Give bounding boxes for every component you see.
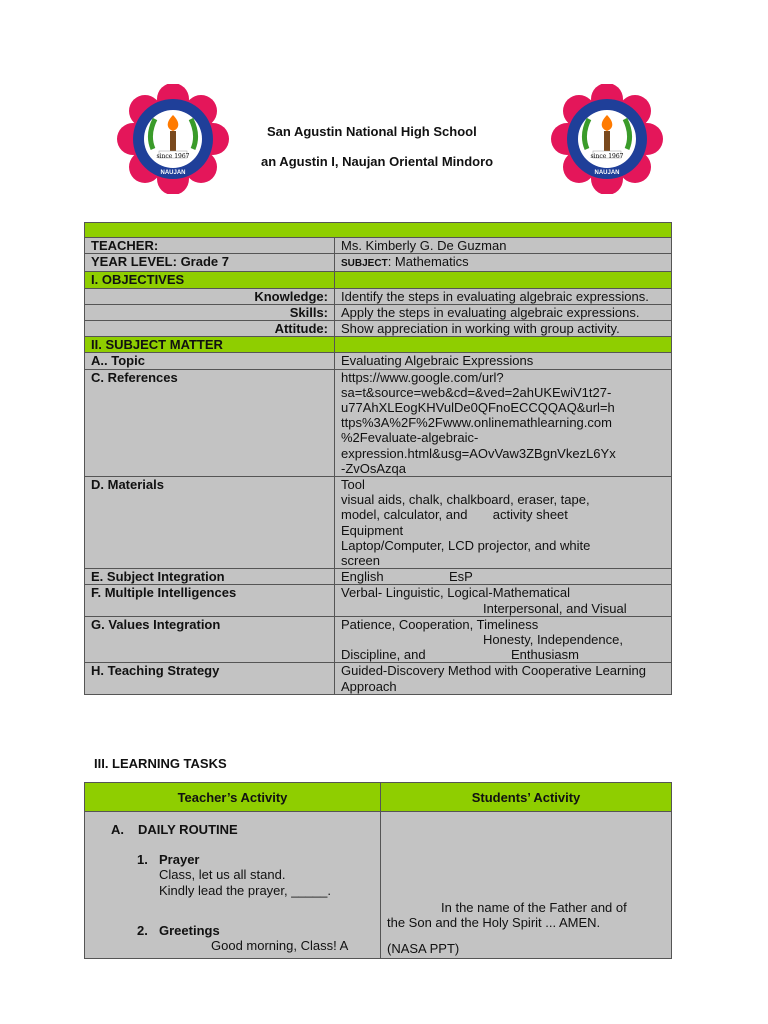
- values-value: [335, 616, 672, 663]
- prayer-number: 1.: [137, 852, 148, 867]
- topic-label: A.. Topic: [85, 353, 335, 369]
- prayer-line: Kindly lead the prayer, _____.: [159, 883, 332, 898]
- teacher-activity-header: Teacher’s Activity: [85, 783, 381, 812]
- greetings-title: Greetings: [159, 923, 220, 938]
- table-row: [85, 288, 672, 304]
- materials-label: D. Materials: [85, 477, 335, 569]
- reference-line: sa=t&source=web&cd=&ved=2ahUKEwiV1t27-: [341, 384, 612, 400]
- student-prayer-line: In the name of the Father and of: [441, 900, 627, 915]
- table-row: [85, 369, 672, 476]
- table-row: [85, 616, 672, 663]
- school-name: San Agustin National High School: [267, 124, 477, 139]
- reference-line: ttps%3A%2F%2Fwww.onlinemathlearning.com: [341, 415, 612, 431]
- logo-bottom-text: NAUJAN: [160, 170, 186, 176]
- integration-label: E. Subject Integration: [85, 569, 335, 585]
- mi-line: Verbal- Linguistic, Logical-Mathematical: [341, 585, 571, 601]
- logo-since-text: since 1967: [590, 153, 624, 160]
- values-line: Discipline, and Enthusiasm: [341, 647, 579, 663]
- table-row: [85, 321, 672, 337]
- integration-english: English: [341, 569, 384, 585]
- subject-label: SUBJECT: [341, 258, 388, 270]
- routine-letter: A.: [111, 822, 124, 837]
- section-row: [85, 337, 672, 353]
- logo-since-text: since 1967: [156, 153, 190, 160]
- school-logo-left: [112, 84, 234, 194]
- table-row: [85, 477, 672, 569]
- subject-value: : Mathematics: [387, 254, 469, 270]
- mi-label: F. Multiple Intelligences: [85, 585, 335, 616]
- materials-line: visual aids, chalk, chalkboard, eraser, tape,: [341, 492, 590, 508]
- school-logo-right: [546, 84, 668, 194]
- lesson-plan-table: [84, 222, 672, 695]
- strategy-label: H. Teaching Strategy: [85, 663, 335, 694]
- topic-value: Evaluating Algebraic Expressions: [335, 353, 672, 369]
- table-header-bar: [85, 223, 672, 238]
- values-label: G. Values Integration: [85, 616, 335, 663]
- attitude-label: Attitude:: [85, 321, 335, 337]
- section-row: [85, 272, 672, 288]
- table-row: [85, 238, 672, 254]
- references-label: C. References: [85, 369, 335, 476]
- values-line: Patience, Cooperation, Timeliness: [341, 616, 539, 632]
- strategy-value: Guided-Discovery Method with Cooperative Learning Approach: [335, 663, 672, 694]
- values-line: Honesty, Independence,: [483, 632, 623, 648]
- reference-line: expression.html&usg=AOvVaw3ZBgnVkezL6Yx: [341, 445, 616, 461]
- mi-line: Interpersonal, and Visual: [483, 600, 627, 616]
- subject-matter-header: II. SUBJECT MATTER: [85, 337, 335, 353]
- materials-value: [335, 477, 672, 569]
- logo-bottom-text: NAUJAN: [594, 170, 620, 176]
- routine-title: DAILY ROUTINE: [138, 822, 238, 837]
- teacher-activity-cell: [85, 812, 381, 959]
- skills-label: Skills:: [85, 304, 335, 320]
- objectives-header: I. OBJECTIVES: [85, 272, 335, 288]
- table-row: [85, 304, 672, 320]
- references-value: [335, 369, 672, 476]
- student-greeting-line: (NASA PPT): [387, 941, 460, 956]
- prayer-title: Prayer: [159, 852, 200, 867]
- student-prayer-line: the Son and the Holy Spirit ... AMEN.: [387, 915, 601, 930]
- reference-line: %2Fevaluate-algebraic-: [341, 430, 479, 446]
- table-row: [85, 254, 672, 272]
- materials-line: Equipment: [341, 522, 404, 538]
- materials-line: Laptop/Computer, LCD projector, and white: [341, 537, 591, 553]
- table-row: [85, 353, 672, 369]
- reference-line: https://www.google.com/url?: [341, 369, 504, 385]
- learning-tasks-title: III. LEARNING TASKS: [94, 756, 227, 771]
- integration-esp: EsP: [449, 569, 473, 585]
- teacher-value: Ms. Kimberly G. De Guzman: [335, 238, 672, 254]
- mi-value: [335, 585, 672, 616]
- integration-value: [335, 569, 672, 585]
- materials-line: Tool: [341, 477, 365, 493]
- students-activity-cell: [381, 812, 672, 959]
- reference-line: -ZvOsAzqa: [341, 460, 407, 476]
- skills-value: Apply the steps in evaluating algebraic expressions.: [335, 304, 672, 320]
- year-level-label: YEAR LEVEL: Grade 7: [85, 254, 335, 272]
- knowledge-label: Knowledge:: [85, 288, 335, 304]
- materials-line: screen: [341, 553, 381, 569]
- reference-line: u77AhXLEogKHVulDe0QFnoECCQQAQ&url=h: [341, 400, 615, 416]
- teacher-label: TEACHER:: [85, 238, 335, 254]
- greetings-number: 2.: [137, 923, 148, 938]
- prayer-line: Class, let us all stand.: [159, 867, 286, 882]
- greetings-line: Good morning, Class! A: [211, 938, 349, 953]
- knowledge-value: Identify the steps in evaluating algebraic expressions.: [335, 288, 672, 304]
- table-row: [85, 569, 672, 585]
- table-row: [85, 585, 672, 616]
- table-row: [85, 663, 672, 694]
- subject-cell: [335, 254, 672, 272]
- school-address: an Agustin I, Naujan Oriental Mindoro: [261, 154, 494, 169]
- students-activity-header: Students’ Activity: [381, 783, 672, 812]
- learning-tasks-table: [84, 782, 672, 959]
- attitude-value: Show appreciation in working with group activity.: [335, 321, 672, 337]
- materials-line: model, calculator, and activity sheet: [341, 507, 568, 523]
